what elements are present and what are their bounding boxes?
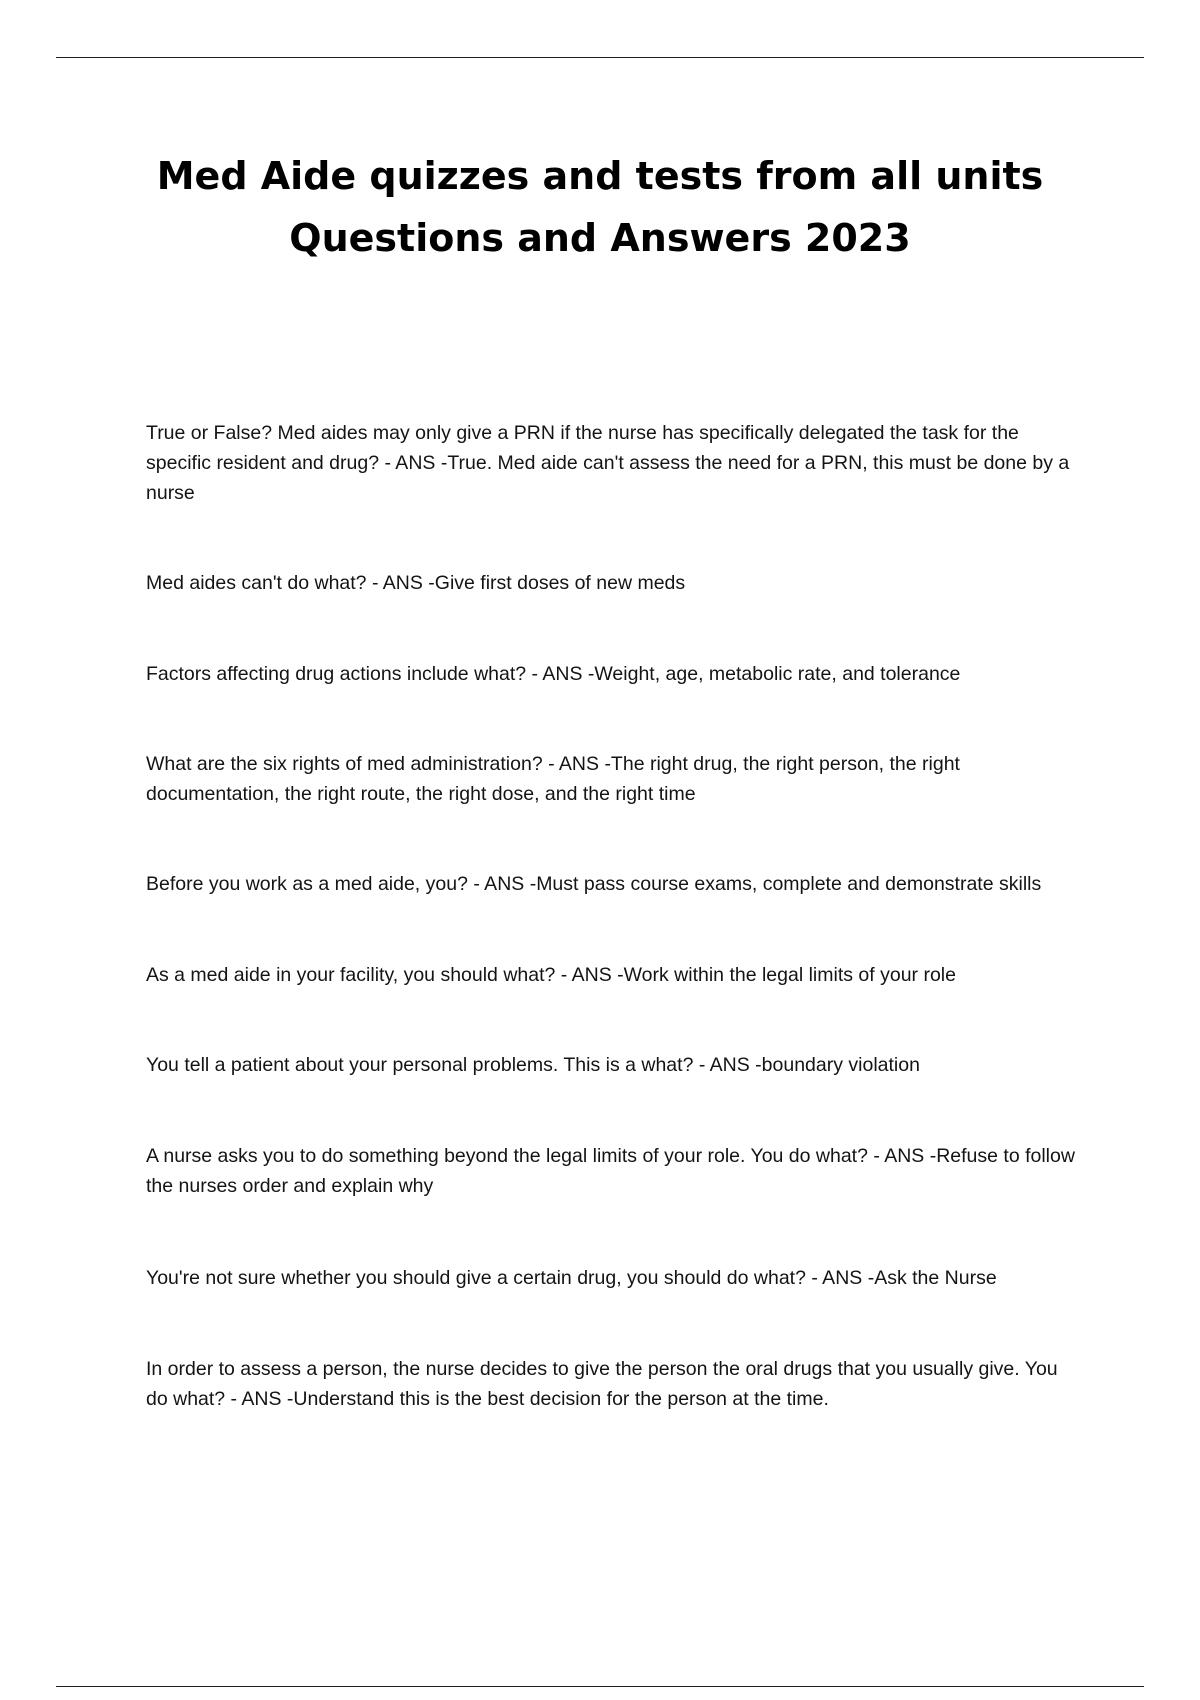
- document-title: [0, 145, 1200, 269]
- qa-item: Med aides can't do what? - ANS -Give first doses of new meds: [146, 572, 686, 594]
- qa-item: Before you work as a med aide, you? - ANS -Must pass course exams, complete and demonstrate skills: [146, 873, 1042, 895]
- question-answer-list: [146, 418, 1084, 1414]
- qa-item: As a med aide in your facility, you should what? - ANS -Work within the legal limits of your role: [146, 964, 956, 986]
- top-divider: [56, 57, 1144, 58]
- qa-item: You tell a patient about your personal problems. This is a what? - ANS -boundary violation: [146, 1054, 920, 1076]
- qa-item: In order to assess a person, the nurse decides to give the person the oral drugs that you usually give. You do what? - ANS -Understand this is the best decision for the person at the time.: [146, 1358, 1058, 1410]
- qa-item: Factors affecting drug actions include what? - ANS -Weight, age, metabolic rate, and tolerance: [146, 663, 961, 685]
- title-line-2: Questions and Answers 2023: [289, 216, 911, 260]
- bottom-divider: [56, 1686, 1144, 1687]
- qa-item: What are the six rights of med administration? - ANS -The right drug, the right person, the right documentation, the right route, the right dose, and the right time: [146, 753, 960, 805]
- qa-item: You're not sure whether you should give a certain drug, you should do what? - ANS -Ask the Nurse: [146, 1267, 997, 1289]
- qa-item: A nurse asks you to do something beyond the legal limits of your role. You do what? - ANS -Refuse to follow the nurses order and explain why: [146, 1145, 1075, 1197]
- qa-item: True or False? Med aides may only give a PRN if the nurse has specifically delegated the task for the specific resident and drug? - ANS -True. Med aide can't assess the need for a PRN, this must be done by a nurse: [146, 422, 1070, 504]
- title-line-1: Med Aide quizzes and tests from all units: [156, 154, 1044, 198]
